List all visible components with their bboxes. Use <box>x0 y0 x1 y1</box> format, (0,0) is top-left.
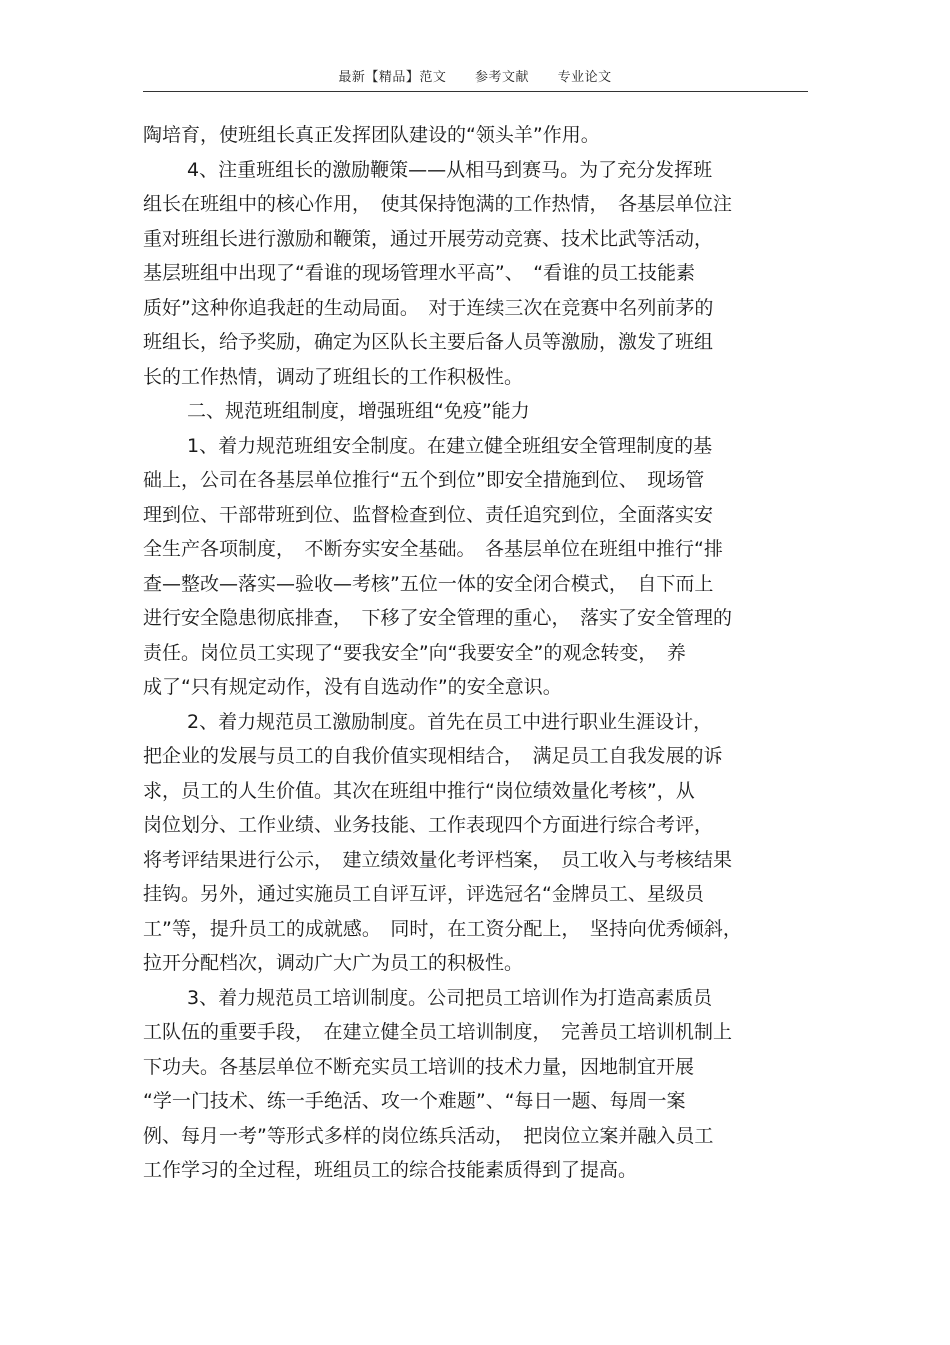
text-line: 将考评结果进行公示， 建立绩效量化考评档案， 员工收入与考核结果 <box>143 848 733 871</box>
text-line: 把企业的发展与员工的自我价值实现相结合， 满足员工自我发展的诉 <box>143 745 723 767</box>
page-header <box>0 66 950 85</box>
text-line: 础上，公司在各基层单位推行“五个到位”即安全措施到位、 现场管 <box>143 469 705 491</box>
text-line: 3、着力规范员工培训制度。公司把员工培训作为打造高素质员 <box>187 986 713 1009</box>
text-line: 2、着力规范员工激励制度。首先在员工中进行职业生涯设计， <box>187 710 713 733</box>
text-line: 基层班组中出现了“看谁的现场管理水平高”、 “看谁的员工技能素 <box>143 262 696 284</box>
text-line: 查—整改—落实—验收—考核”五位一体的安全闭合模式， 自下而上 <box>143 572 714 595</box>
text-line: 工”等，提升员工的成就感。 同时，在工资分配上， 坚持向优秀倾斜， <box>143 917 742 940</box>
text-line: 求，员工的人生价值。其次在班组中推行“岗位绩效量化考核”，从 <box>143 779 695 802</box>
text-line: 工队伍的重要手段， 在建立健全员工培训制度， 完善员工培训机制上 <box>143 1021 733 1043</box>
text-line: 组长在班组中的核心作用， 使其保持饱满的工作热情， 各基层单位注 <box>143 193 733 215</box>
text-line: 重对班组长进行激励和鞭策，通过开展劳动竞赛、技术比武等活动， <box>143 227 714 250</box>
document-body <box>143 118 808 1188</box>
text-line: 工作学习的全过程，班组员工的综合技能素质得到了提高。 <box>143 1159 638 1181</box>
text-line: 下功夫。各基层单位不断充实员工培训的技术力量，因地制宜开展 <box>143 1055 695 1078</box>
text-line: 1、着力规范班组安全制度。在建立健全班组安全管理制度的基 <box>187 434 713 457</box>
text-line: 成了“只有规定动作，没有自选动作”的安全意识。 <box>143 676 562 698</box>
header-item-lunwen: 专业论文 <box>557 70 612 85</box>
text-line: 全生产各项制度， 不断夯实安全基础。 各基层单位在班组中推行“排 <box>143 538 723 560</box>
header-divider <box>143 91 808 92</box>
text-line: 班组长，给予奖励，确定为区队长主要后备人员等激励，激发了班组 <box>143 331 714 353</box>
header-item-fanwen: 最新【精品】范文 <box>338 70 447 85</box>
text-line: 责任。岗位员工实现了“要我安全”向“我要安全”的观念转变， 养 <box>143 641 686 664</box>
text-line: 质好”这种你追我赶的生动局面。 对于连续三次在竞赛中名列前茅的 <box>143 296 714 319</box>
text-line: “学一门技术、练一手绝活、攻一个难题”、“每日一题、每周一案 <box>143 1090 686 1112</box>
text-line: 进行安全隐患彻底排查， 下移了安全管理的重心， 落实了安全管理的 <box>143 607 733 629</box>
header-item-cankao: 参考文献 <box>474 70 529 85</box>
text-line: 理到位、干部带班到位、监督检查到位、责任追究到位，全面落实安 <box>143 503 714 526</box>
text-line: 二、规范班组制度，增强班组“免疫”能力 <box>187 400 530 422</box>
text-line: 拉开分配档次，调动广大广为员工的积极性。 <box>143 952 524 974</box>
text-line: 长的工作热情，调动了班组长的工作积极性。 <box>143 365 524 388</box>
text-line: 4、注重班组长的激励鞭策——从相马到赛马。为了充分发挥班 <box>187 158 713 181</box>
text-line: 例、每月一考”等形式多样的岗位练兵活动， 把岗位立案并融入员工 <box>143 1124 714 1147</box>
text-line: 岗位划分、工作业绩、业务技能、工作表现四个方面进行综合考评， <box>143 814 714 836</box>
text-line: 挂钩。另外，通过实施员工自评互评，评选冠名“金牌员工、星级员 <box>143 883 704 905</box>
text-line: 陶培育，使班组长真正发挥团队建设的“领头羊”作用。 <box>143 124 600 146</box>
